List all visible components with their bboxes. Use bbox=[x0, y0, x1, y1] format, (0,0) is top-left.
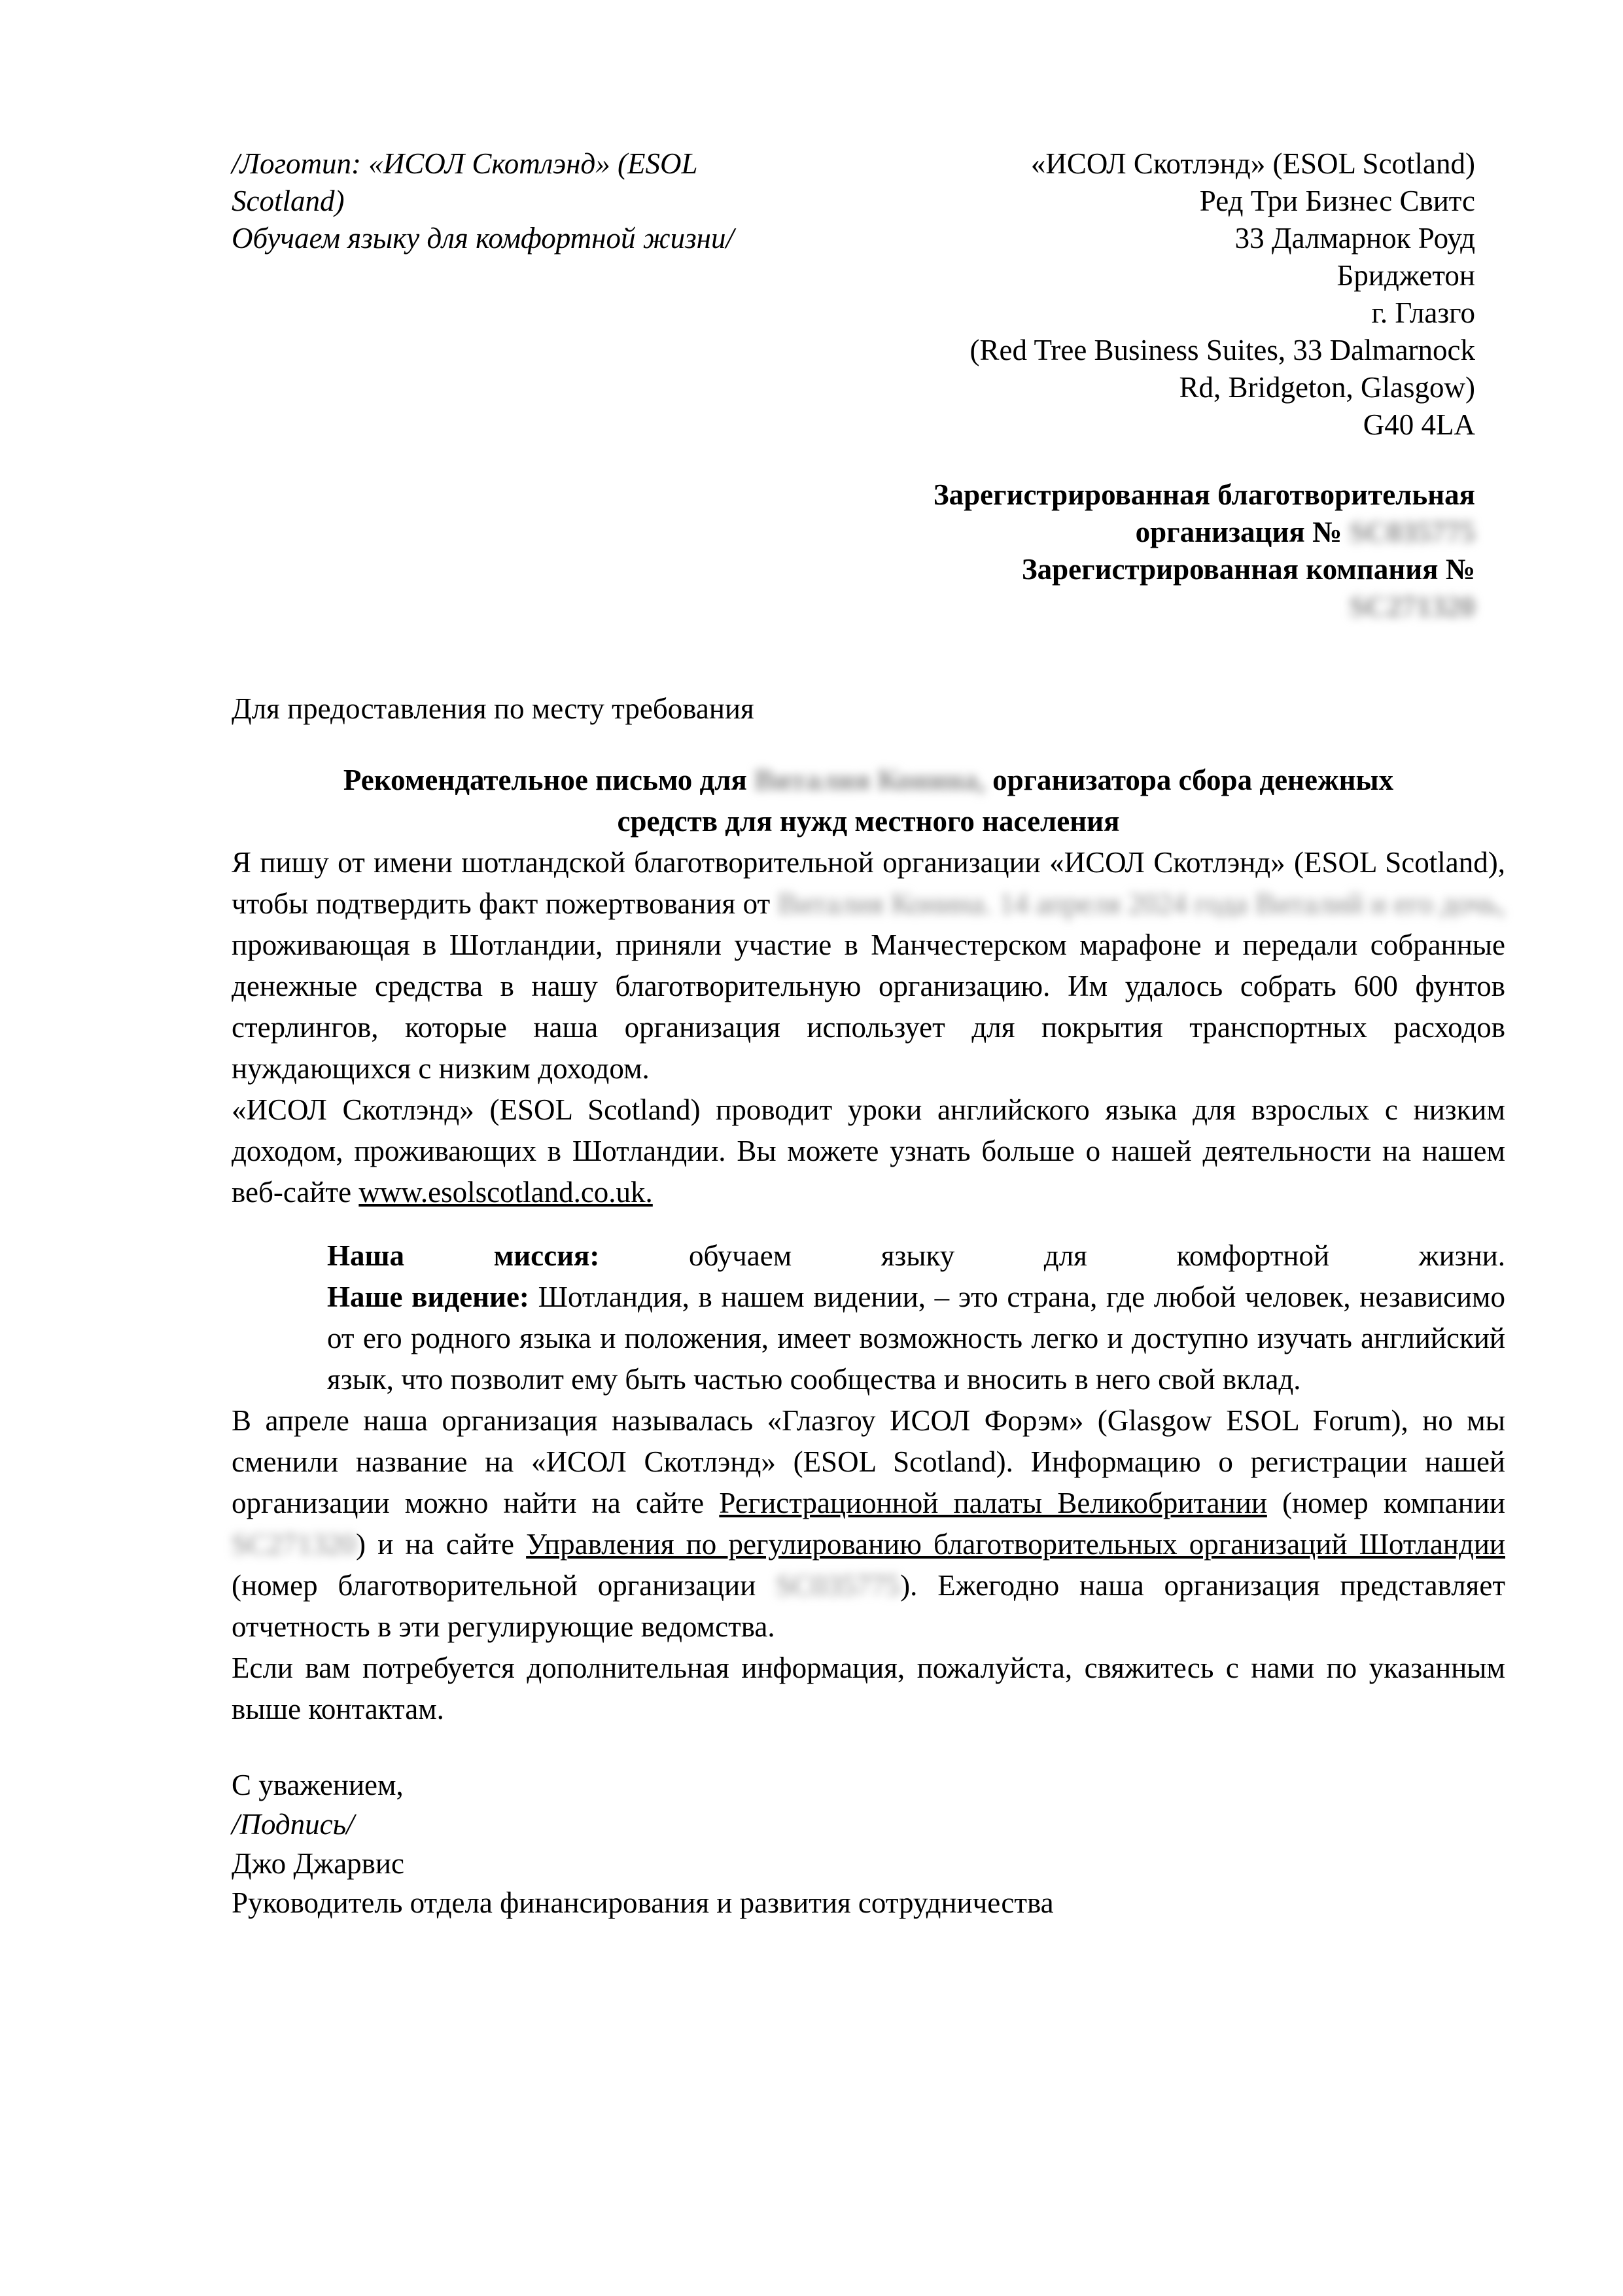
text-line bbox=[232, 1765, 1505, 1805]
text-segment: ). Ежегодно наша организация представляет отчетность в эти регулирующие ведомства. bbox=[232, 1569, 1506, 1643]
registration-numbers bbox=[232, 476, 1505, 626]
text-segment: Зарегистрированная благотворительная bbox=[933, 478, 1475, 511]
text-segment: Шотландия, в нашем видении, – это страна, где любой человек, независимо от его родного языка и положения, имеет возможность легко и доступно изучать английский язык, что позволит ему быть частью сообщества и вносить в него свой вклад. bbox=[327, 1280, 1506, 1396]
paragraph-donation bbox=[232, 842, 1505, 1089]
text-segment: Scotland) bbox=[232, 185, 345, 217]
text-line bbox=[232, 183, 794, 220]
redacted-charity-number: SC035775 bbox=[1349, 516, 1475, 548]
text-line bbox=[232, 801, 1505, 842]
text-line bbox=[232, 1844, 1505, 1883]
mission-block bbox=[327, 1235, 1505, 1400]
text-segment: (Red Tree Business Suites, 33 Dalmarnock bbox=[969, 334, 1475, 366]
text-line bbox=[794, 369, 1475, 406]
oscr-link[interactable]: Управления по регулированию благотворительных организаций Шотландии bbox=[526, 1528, 1506, 1561]
text-segment: (номер благотворительной организации bbox=[232, 1569, 777, 1602]
text-segment: С уважением, bbox=[232, 1769, 404, 1801]
text-line bbox=[794, 406, 1475, 444]
text-segment: Наше видение: bbox=[327, 1280, 529, 1313]
redacted-donor-details: Виталия Конина. 14 апреля 2024 года Виталий и его дочь, bbox=[777, 887, 1505, 920]
mission-statement bbox=[327, 1235, 1505, 1277]
text-segment: (номер компании bbox=[1266, 1487, 1505, 1519]
text-segment: В апреле наша организация называлась «Глазгоу ИСОЛ Форэм» (Glasgow ESOL Forum), но мы сменили название на «ИСОЛ Скотлэнд» (ESOL Scotland). Информацию о регистрации нашей организации можно найти на сайте bbox=[232, 1404, 1505, 1519]
text-line bbox=[232, 1805, 1505, 1844]
text-segment: Rd, Bridgeton, Glasgow) bbox=[1179, 371, 1475, 404]
paragraph-registration-info bbox=[232, 1400, 1505, 1648]
paragraph-about-organization bbox=[232, 1089, 1505, 1213]
paragraph-contact bbox=[232, 1648, 1505, 1730]
text-line bbox=[794, 294, 1475, 332]
vision-statement bbox=[327, 1277, 1505, 1400]
letterhead bbox=[232, 145, 1505, 444]
text-segment: средств для нужд местного населения bbox=[617, 805, 1120, 838]
text-segment: обучаем языку для комфортной жизни. bbox=[599, 1239, 1505, 1272]
letter-title bbox=[232, 760, 1505, 842]
text-segment: Наша миссия: bbox=[327, 1239, 600, 1272]
redacted-recipient-name: Виталия Конина, bbox=[754, 764, 985, 796]
text-segment: Обучаем языку для комфортной жизни/ bbox=[232, 222, 734, 255]
text-line bbox=[794, 145, 1475, 183]
text-segment: Ред Три Бизнес Свитс bbox=[1199, 185, 1475, 217]
text-line bbox=[794, 332, 1475, 369]
website-link[interactable]: www.esolscotland.co.uk. bbox=[358, 1176, 653, 1209]
text-line bbox=[232, 760, 1505, 801]
text-segment: организация № bbox=[1135, 516, 1350, 548]
signatory-title: Руководитель отдела финансирования и развития сотрудничества bbox=[232, 1886, 1054, 1919]
text-line bbox=[794, 220, 1475, 257]
text-segment: 33 Далмарнок Роуд bbox=[1234, 222, 1475, 255]
sender-address bbox=[794, 145, 1505, 444]
redacted-company-number: SC271320 bbox=[232, 1528, 357, 1561]
text-line bbox=[232, 476, 1475, 514]
logo-description bbox=[232, 145, 794, 257]
redacted-company-number: SC271320 bbox=[1349, 590, 1475, 623]
text-segment: Бриджетон bbox=[1336, 259, 1475, 292]
text-line bbox=[232, 588, 1475, 626]
text-segment: «ИСОЛ Скотлэнд» (ESOL Scotland) bbox=[1030, 147, 1475, 180]
text-segment: Зарегистрированная компания № bbox=[1021, 553, 1475, 586]
text-line bbox=[232, 220, 794, 257]
text-line bbox=[232, 1883, 1505, 1922]
companies-house-link[interactable]: Регистрационной палаты Великобритании bbox=[719, 1487, 1267, 1519]
text-segment: Рекомендательное письмо для bbox=[343, 764, 755, 796]
text-segment: организатора сбора денежных bbox=[985, 764, 1394, 796]
text-segment: /Логотип: «ИСОЛ Скотлэнд» (ESOL bbox=[232, 147, 698, 180]
text-line bbox=[232, 145, 794, 183]
signature-block bbox=[232, 1765, 1505, 1922]
text-line bbox=[794, 183, 1475, 220]
text-segment: Если вам потребуется дополнительная информация, пожалуйста, свяжитесь с нами по указанным выше контактам. bbox=[232, 1651, 1505, 1725]
text-line bbox=[232, 514, 1475, 551]
signatory-name: Джо Джарвис bbox=[232, 1847, 404, 1880]
text-segment: «ИСОЛ Скотлэнд» (ESOL Scotland) проводит уроки английского языка для взрослых с низким доходом, проживающих в Шотландии. Вы можете узнать больше о нашей деятельности на нашем веб-сайте bbox=[232, 1093, 1505, 1209]
text-segment: г. Глазго bbox=[1371, 296, 1475, 329]
signature-placeholder: /Подпись/ bbox=[232, 1808, 355, 1841]
text-segment: проживающая в Шотландии, приняли участие в Манчестерском марафоне и передали собранные денежные средства в нашу благотворительную организацию. Им удалось собрать 600 фунтов стерлингов, которые наша организация использует для покрытия транспортных расходов нуждающихся с низким доходом. bbox=[232, 928, 1505, 1085]
text-line bbox=[794, 257, 1475, 294]
redacted-charity-number: SC035775 bbox=[776, 1569, 901, 1602]
text-segment: ) и на сайте bbox=[356, 1528, 527, 1561]
to-whom-line: Для предоставления по месту требования bbox=[232, 692, 754, 725]
text-segment: G40 4LA bbox=[1363, 408, 1475, 441]
text-segment: Я пишу от имени шотландской благотворительной организации «ИСОЛ Скотлэнд» (ESOL Scotland), чтобы подтвердить факт пожертвования от bbox=[232, 846, 1505, 920]
text-line bbox=[232, 551, 1475, 588]
